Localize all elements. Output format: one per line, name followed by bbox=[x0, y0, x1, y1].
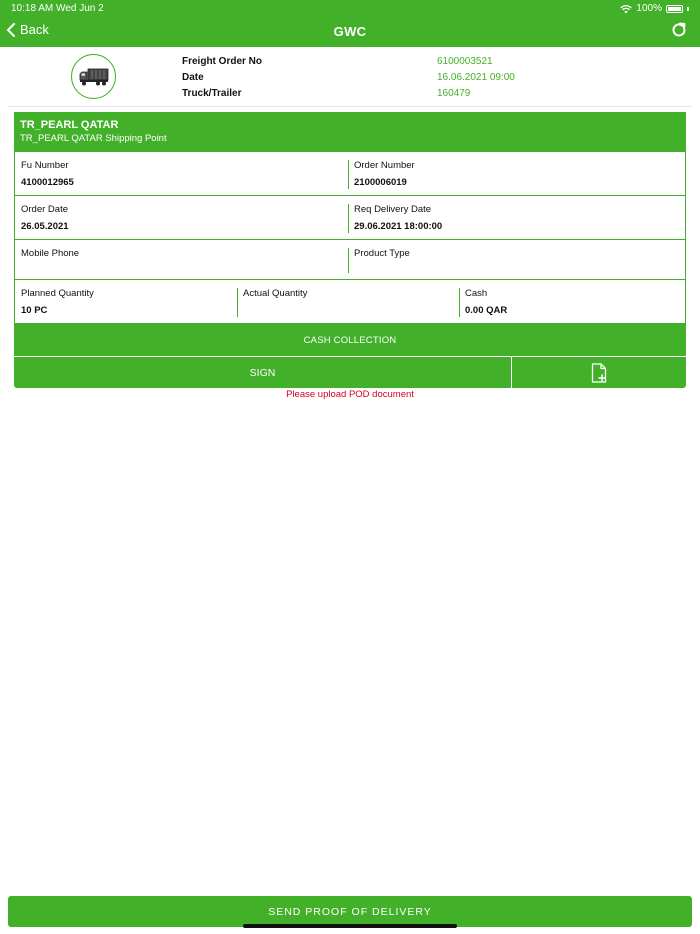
cash-label: Cash bbox=[465, 288, 488, 299]
back-label: Back bbox=[20, 22, 49, 37]
battery-icon bbox=[666, 5, 683, 13]
date-label: Date bbox=[182, 72, 204, 83]
req-delivery-date-value: 29.06.2021 18:00:00 bbox=[354, 221, 443, 232]
column-divider bbox=[348, 204, 349, 233]
cash-collection-button[interactable]: CASH COLLECTION bbox=[14, 324, 686, 356]
document-add-icon bbox=[591, 363, 607, 383]
upload-document-button[interactable] bbox=[512, 357, 686, 388]
req-delivery-date-cell bbox=[348, 196, 685, 239]
status-time: 10:18 AM Wed Jun 2 bbox=[11, 3, 104, 14]
header-divider bbox=[8, 106, 692, 107]
order-card bbox=[14, 112, 686, 388]
home-indicator bbox=[243, 924, 457, 928]
actual-quantity-cell[interactable] bbox=[237, 280, 459, 323]
truck-icon bbox=[79, 67, 109, 87]
row-fu-order bbox=[14, 152, 686, 196]
cash-value: 0.00 QAR bbox=[465, 305, 508, 316]
fu-number-cell bbox=[15, 152, 348, 195]
truck-trailer-value: 160479 bbox=[437, 88, 471, 99]
planned-quantity-cell bbox=[15, 280, 237, 323]
card-title: TR_PEARL QATAR bbox=[20, 119, 119, 131]
card-header bbox=[14, 112, 686, 152]
column-divider bbox=[237, 288, 238, 317]
fu-number-label: Fu Number bbox=[21, 160, 69, 171]
send-proof-of-delivery-button[interactable]: SEND PROOF OF DELIVERY bbox=[8, 896, 692, 927]
pod-warning-message: Please upload POD document bbox=[286, 389, 414, 400]
row-phone-product bbox=[14, 240, 686, 280]
req-delivery-date-label: Req Delivery Date bbox=[354, 204, 432, 215]
order-number-label: Order Number bbox=[354, 160, 415, 171]
column-divider bbox=[459, 288, 460, 317]
actual-quantity-label: Actual Quantity bbox=[243, 288, 308, 299]
freight-order-label: Freight Order No bbox=[182, 56, 263, 67]
order-number-value: 2100006019 bbox=[354, 177, 407, 188]
order-number-cell bbox=[348, 152, 685, 195]
page-title: GWC bbox=[333, 24, 367, 39]
planned-quantity-label: Planned Quantity bbox=[21, 288, 94, 299]
wifi-icon bbox=[620, 4, 632, 14]
column-divider bbox=[348, 248, 349, 273]
sign-button[interactable]: SIGN bbox=[249, 366, 276, 379]
planned-quantity-value: 10 PC bbox=[21, 305, 48, 316]
order-date-cell bbox=[15, 196, 348, 239]
column-divider bbox=[348, 160, 349, 189]
order-date-value: 26.05.2021 bbox=[21, 221, 69, 232]
navigation-bar bbox=[0, 0, 700, 47]
status-indicators bbox=[620, 3, 689, 14]
battery-percent: 100% bbox=[636, 3, 662, 14]
cash-cell bbox=[459, 280, 685, 323]
date-value: 16.06.2021 09:00 bbox=[437, 72, 515, 83]
product-type-cell bbox=[348, 240, 685, 279]
row-dates bbox=[14, 196, 686, 240]
sign-row bbox=[14, 357, 686, 388]
card-subtitle: TR_PEARL QATAR Shipping Point bbox=[20, 133, 167, 144]
truck-avatar bbox=[71, 54, 116, 99]
freight-order-value: 6100003521 bbox=[437, 56, 493, 67]
mobile-phone-cell bbox=[15, 240, 348, 279]
product-type-label: Product Type bbox=[354, 248, 410, 259]
fu-number-value: 4100012965 bbox=[21, 177, 74, 188]
battery-tip bbox=[687, 7, 689, 11]
order-date-label: Order Date bbox=[21, 204, 68, 215]
truck-trailer-label: Truck/Trailer bbox=[182, 88, 242, 99]
refresh-icon[interactable] bbox=[670, 21, 688, 39]
mobile-phone-label: Mobile Phone bbox=[21, 248, 80, 259]
row-quantities bbox=[14, 280, 686, 324]
